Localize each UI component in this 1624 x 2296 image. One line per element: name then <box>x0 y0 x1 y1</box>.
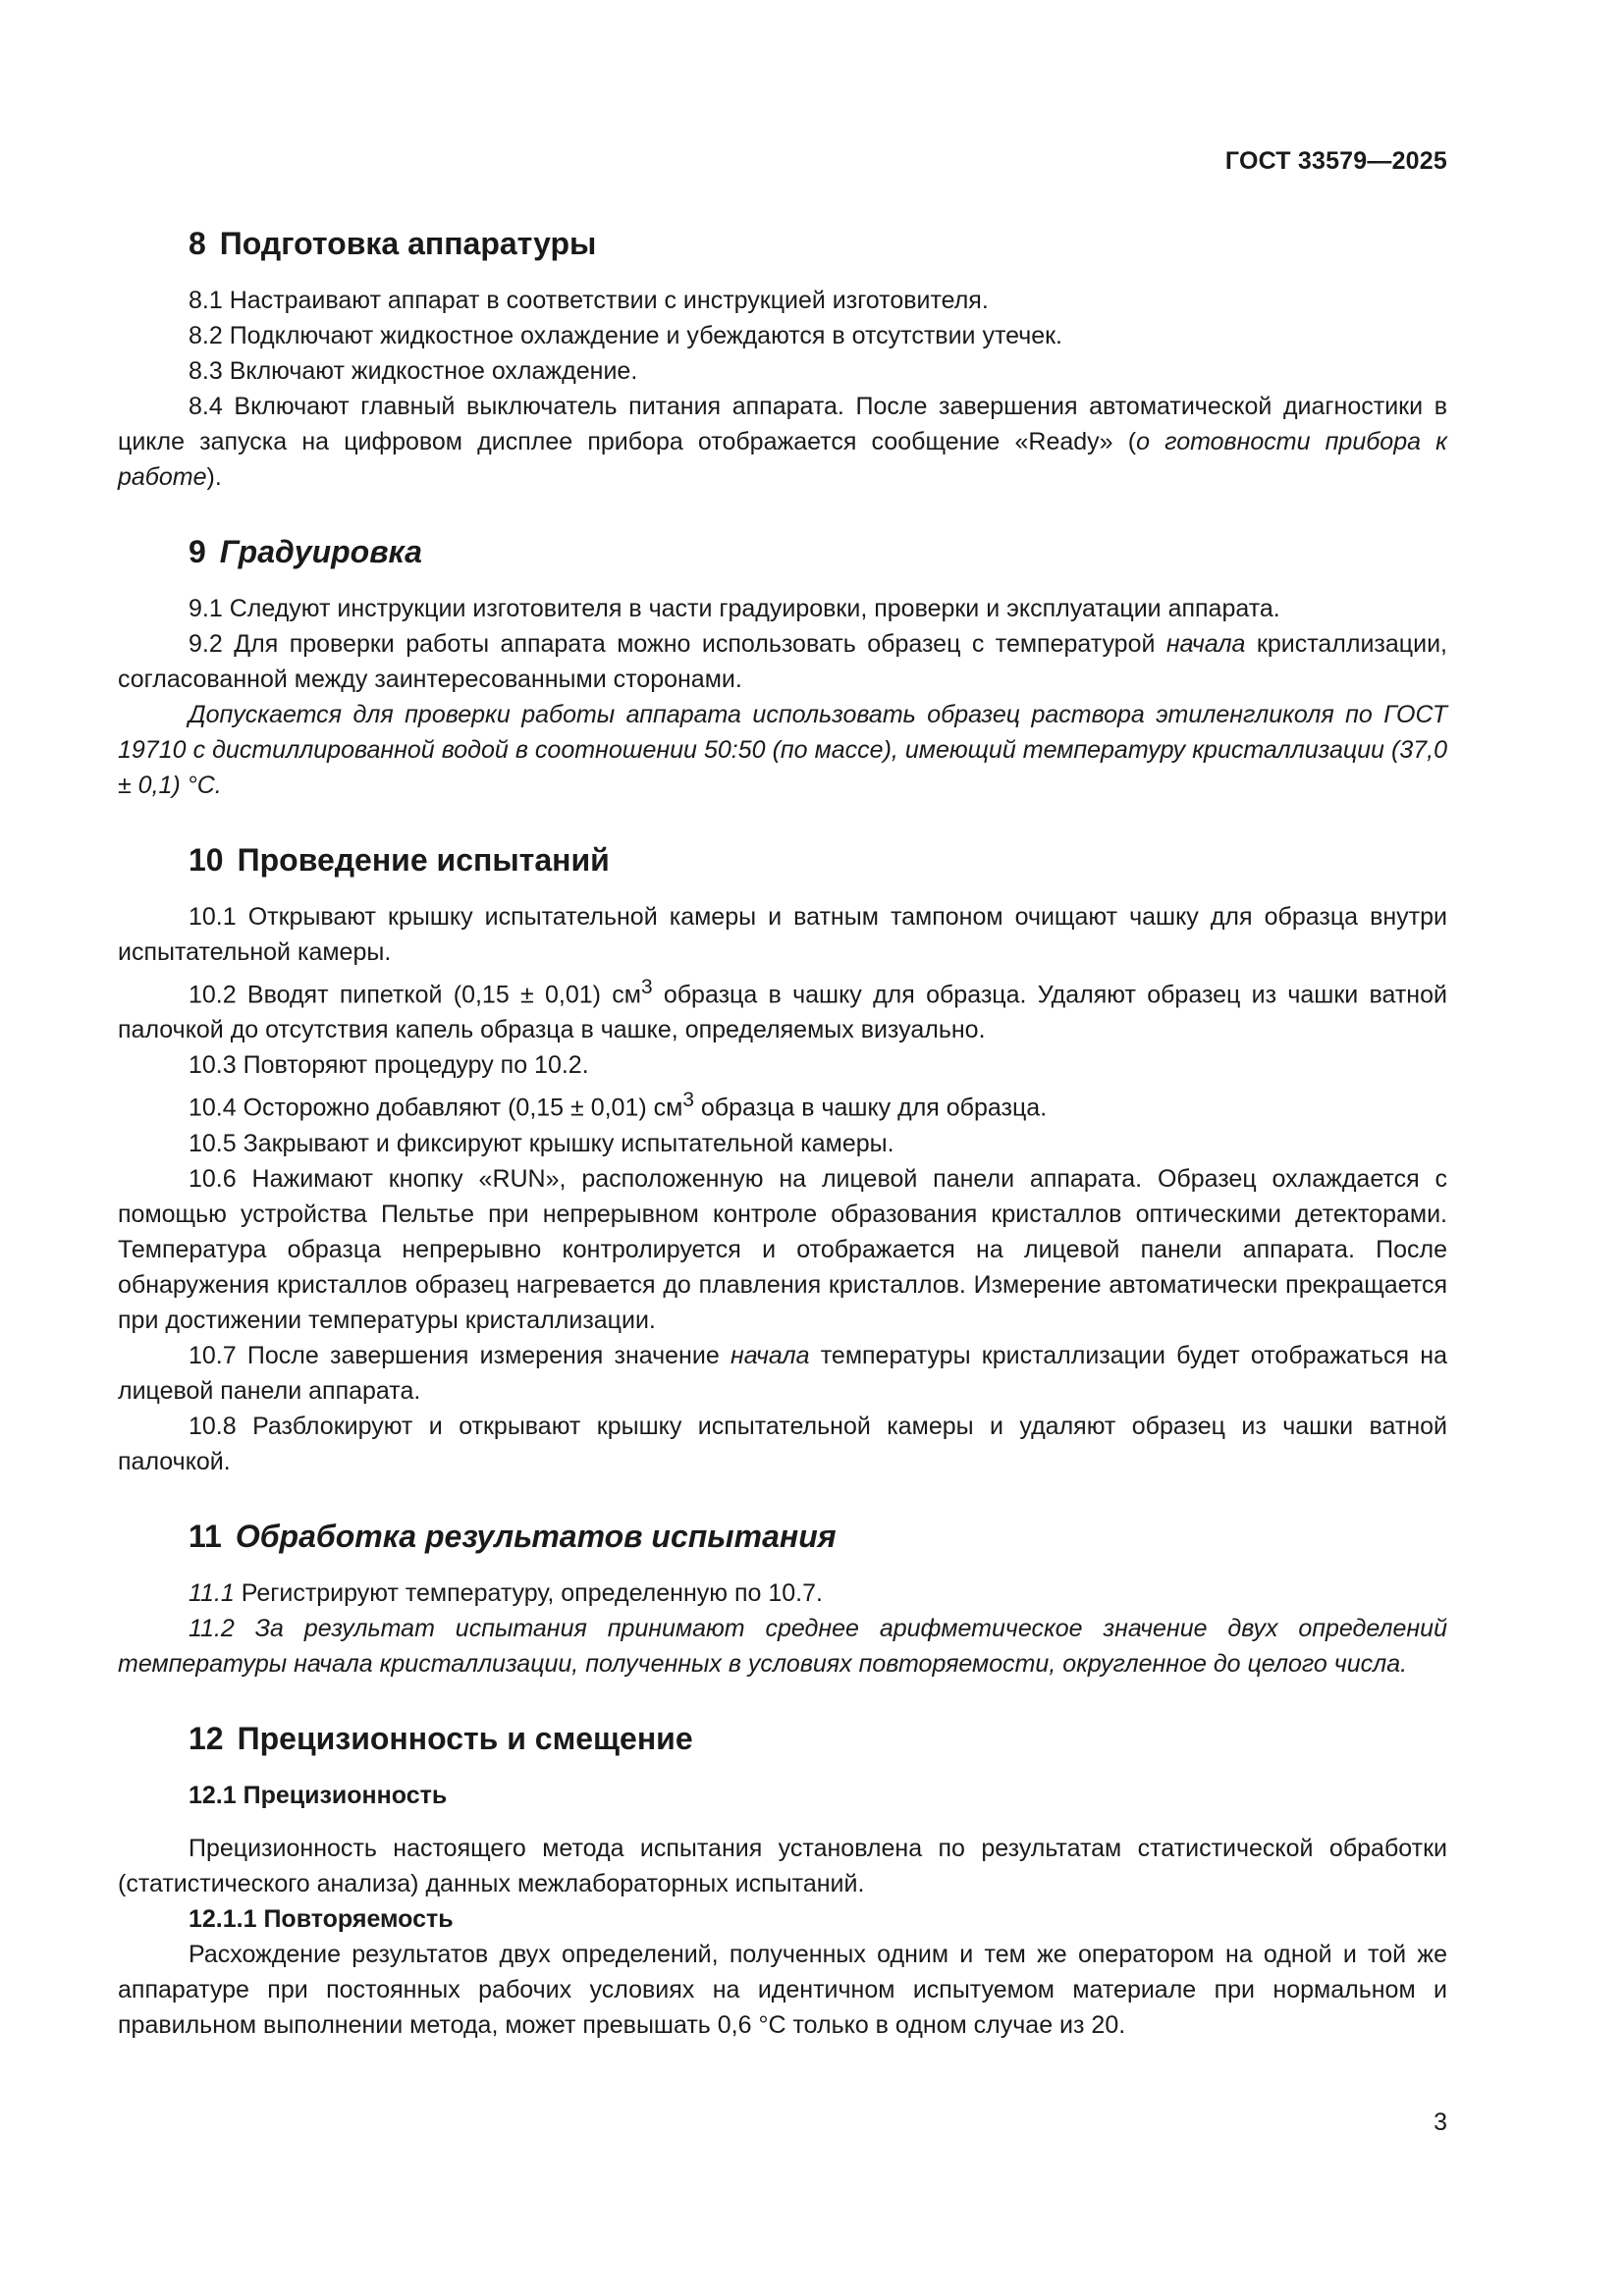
para-11-1: 11.1 Регистрируют температуру, определенную по 10.7. <box>189 1578 823 1607</box>
section-8-heading: 8 Подготовка аппаратуры <box>189 226 597 261</box>
para-10-7: 10.7 После завершения измерения значение начала температуры кристаллизации будет отображаться на лицевой панели аппарата. <box>118 1341 1447 1405</box>
section-12-heading: 12 Прецизионность и смещение <box>189 1720 693 1756</box>
section-10-heading: 10 Проведение испытаний <box>189 842 610 878</box>
para-12-1-1: Расхождение результатов двух определений, полученных одним и тем же оператором на одной и той же аппаратуре при постоянных рабочих условиях на идентичном испытуемом материале при нормальном и правильном выполнении метода, может превышать 0,6 °С только в одном случае из 20. <box>118 1940 1447 2039</box>
para-10-2: 10.2 Вводят пипеткой (0,15 ± 0,01) $см^3$ образца в чашку для образца. Удаляют образец из чашки ватной палочкой до отсутствия капель образца в чашке, определяемых визуально. <box>118 976 1447 1044</box>
para-8-3: 8.3 Включают жидкостное охлаждение. <box>189 357 638 385</box>
para-10-6: 10.6 Нажимают кнопку «RUN», расположенную на лицевой панели аппарата. Образец охлаждается с помощью устройства Пельтье при непрерывном контроле образования кристаллов оптическими детекторами. Температура образца непрерывно контролируется и отображается на лицевой панели аппарата. После обнаружения кристаллов образец нагревается до плавления кристаллов. Измерение автоматически прекращается при достижении температуры кристаллизации. <box>118 1164 1447 1334</box>
para-9-2: 9.2 Для проверки работы аппарата можно использовать образец с температурой начала кристаллизации, согласованной между заинтересованными сторонами. <box>118 630 1447 693</box>
section-12 <box>118 1719 1447 2043</box>
para-10-1: 10.1 Открывают крышку испытательной камеры и ватным тампоном очищают чашку для образца внутри испытательной камеры. <box>118 903 1447 966</box>
section-9 <box>118 532 1447 803</box>
para-9-note: Допускается для проверки работы аппарата использовать образец раствора этиленгликоля по ГОСТ 19710 с дистиллированной водой в соотношении 50:50 (по массе), имеющий температуру кристаллизации (37,0 ± 0,1) °С. <box>118 701 1447 799</box>
section-11 <box>118 1517 1447 1682</box>
para-8-4: 8.4 Включают главный выключатель питания аппарата. После завершения автоматической диагностики в цикле запуска на цифровом дисплее прибора отображается сообщение «Ready» (о готовности прибора к работе). <box>118 393 1447 491</box>
document-code: ГОСТ 33579—2025 <box>1224 147 1447 175</box>
para-10-5: 10.5 Закрывают и фиксируют крышку испытательной камеры. <box>189 1129 894 1157</box>
para-10-3: 10.3 Повторяют процедуру по 10.2. <box>189 1051 589 1080</box>
para-8-1: 8.1 Настраивают аппарат в соответствии с инструкцией изготовителя. <box>189 287 989 314</box>
section-8 <box>118 224 1447 495</box>
section-9-heading: 9 Градуировка <box>189 534 422 569</box>
document-body <box>118 224 1447 2080</box>
section-11-heading: 11 Обработка результатов испытания <box>189 1518 837 1554</box>
para-10-8: 10.8 Разблокируют и открывают крышку испытательной камеры и удаляют образец из чашки ватной палочкой. <box>118 1412 1447 1475</box>
para-8-2: 8.2 Подключают жидкостное охлаждение и убеждаются в отсутствии утечек. <box>189 322 1063 349</box>
para-9-1: 9.1 Следуют инструкции изготовителя в части градуировки, проверки и эксплуатации аппарата. <box>189 595 1280 622</box>
subsection-12-1-1-heading: 12.1.1 Повторяемость <box>189 1904 454 1933</box>
subsection-12-1-heading: 12.1 Прецизионность <box>189 1781 448 1809</box>
para-11-2: 11.2 За результат испытания принимают среднее арифметическое значение двух определений температуры начала кристаллизации, полученных в условиях повторяемости, округленное до целого числа. <box>118 1614 1447 1678</box>
para-10-4: 10.4 Осторожно добавляют (0,15 ± 0,01) $см^3$ образца в чашку для образца. <box>189 1089 1048 1122</box>
page-number: 3 <box>1434 2109 1447 2136</box>
para-12-1: Прецизионность настоящего метода испытания установлена по результатам статистической обработки (статистического анализа) данных межлабораторных испытаний. <box>118 1834 1447 1897</box>
section-10 <box>118 840 1447 1479</box>
